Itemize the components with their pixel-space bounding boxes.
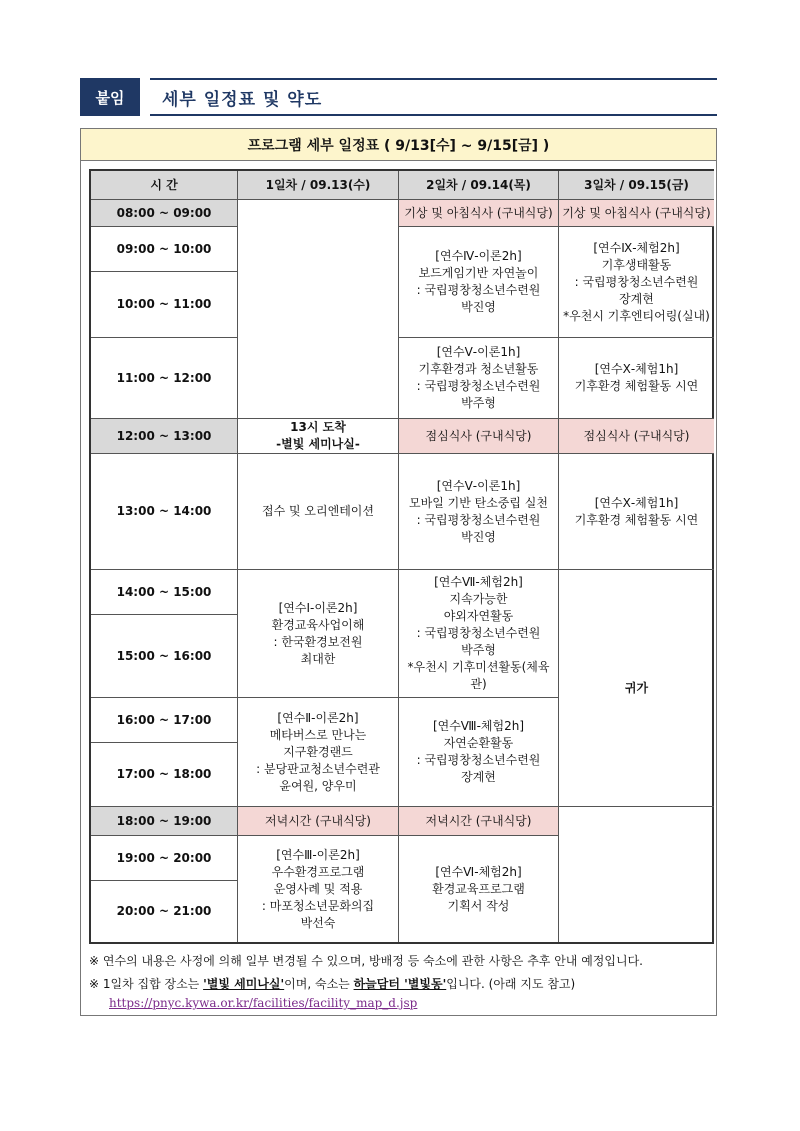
time-slot: 11:00 ~ 12:00 (91, 338, 238, 419)
time-slot: 19:00 ~ 20:00 (91, 836, 238, 881)
day2-session-4: [연수Ⅳ-이론2h] 보드게임기반 자연놀이 : 국립평창청소년수련원 박진영 (399, 227, 559, 338)
day2-session-6: [연수Ⅴ-이론1h] 모바일 기반 탄소중립 실천 : 국립평창청소년수련원 박진영 (399, 454, 559, 570)
time-slot: 17:00 ~ 18:00 (91, 743, 238, 807)
day1-session-1: [연수Ⅰ-이론2h] 환경교육사업이해 : 한국환경보전원 최대한 (238, 570, 399, 698)
page-title: 세부 일정표 및 약도 (162, 89, 323, 110)
day3-empty-evening (559, 807, 714, 942)
day3-return: 귀가 (559, 570, 714, 807)
time-slot: 12:00 ~ 13:00 (91, 419, 238, 454)
day1-session-2: [연수Ⅱ-이론2h] 메타버스로 만나는 지구환경랜드 : 분당판교청소년수련관 윤여원, 양우미 (238, 698, 399, 807)
day1-empty-morning (238, 200, 399, 419)
time-slot: 13:00 ~ 14:00 (91, 454, 238, 570)
schedule-box (80, 128, 717, 1016)
attachment-badge: 붙임 (80, 78, 140, 116)
time-slot: 14:00 ~ 15:00 (91, 570, 238, 615)
note-text: 이며, 숙소는 (284, 977, 354, 991)
day2-breakfast: 기상 및 아침식사 (구내식당) (399, 200, 559, 227)
time-slot: 08:00 ~ 09:00 (91, 200, 238, 227)
day2-session-5: [연수Ⅴ-이론1h] 기후환경과 청소년활동 : 국립평창청소년수련원 박주형 (399, 338, 559, 419)
time-slot: 15:00 ~ 16:00 (91, 615, 238, 698)
meeting-room-name: '별빛 세미나실' (203, 977, 285, 991)
schedule-table (89, 169, 714, 944)
day3-session-12: [연수Ⅹ-체험1h] 기후환경 체험활동 시연 (559, 454, 714, 570)
time-slot: 18:00 ~ 19:00 (91, 807, 238, 836)
col-header-day1: 1일차 / 09.13(수) (238, 171, 399, 200)
facility-map-link[interactable]: https://pnyc.kywa.or.kr/facilities/facility_map_d.jsp (109, 996, 418, 1010)
note-meeting-place (89, 975, 575, 992)
day2-dinner: 저녁시간 (구내식당) (399, 807, 559, 836)
day1-arrival: 13시 도착 -별빛 세미나실- (238, 419, 399, 454)
note-text: ※ 1일차 집합 장소는 (89, 977, 204, 991)
day2-session-8: [연수Ⅷ-체험2h] 자연순환활동 : 국립평창청소년수련원 장계현 (399, 698, 559, 807)
day1-reception: 접수 및 오리엔테이션 (238, 454, 399, 570)
day3-session-10: [연수Ⅸ-체험2h] 기후생태활동 : 국립평창청소년수련원 장계현 *우천시 기후엔티어링(실내) (559, 227, 714, 338)
note-text: 입니다. (아래 지도 참고) (446, 977, 576, 991)
time-slot: 20:00 ~ 21:00 (91, 881, 238, 942)
col-header-day3: 3일차 / 09.15(금) (559, 171, 714, 200)
day2-session-7: [연수Ⅶ-체험2h] 지속가능한 야외자연활동 : 국립평창청소년수련원 박주형 *우천시 기후미션활동(체육관) (399, 570, 559, 698)
time-slot: 09:00 ~ 10:00 (91, 227, 238, 272)
col-header-time: 시 간 (91, 171, 238, 200)
day2-session-9: [연수Ⅵ-체험2h] 환경교육프로그램 기획서 작성 (399, 836, 559, 942)
col-header-day2: 2일차 / 09.14(목) (399, 171, 559, 200)
note-schedule-change: ※ 연수의 내용은 사정에 의해 일부 변경될 수 있으며, 방배정 등 숙소에 관한 사항은 추후 안내 예정입니다. (89, 954, 643, 968)
lodging-name: 하늘담터 '별빛동' (353, 977, 447, 991)
day3-lunch: 점심식사 (구내식당) (559, 419, 714, 454)
page-header (80, 78, 717, 116)
time-slot: 10:00 ~ 11:00 (91, 272, 238, 338)
day2-lunch: 점심식사 (구내식당) (399, 419, 559, 454)
schedule-title: 프로그램 세부 일정표 ( 9/13[수] ~ 9/15[금] ) (81, 129, 716, 161)
time-slot: 16:00 ~ 17:00 (91, 698, 238, 743)
day3-session-11: [연수Ⅹ-체험1h] 기후환경 체험활동 시연 (559, 338, 714, 419)
day3-breakfast: 기상 및 아침식사 (구내식당) (559, 200, 714, 227)
day1-dinner: 저녁시간 (구내식당) (238, 807, 399, 836)
day1-session-3: [연수Ⅲ-이론2h] 우수환경프로그램 운영사례 및 적용 : 마포청소년문화의집 박선숙 (238, 836, 399, 942)
